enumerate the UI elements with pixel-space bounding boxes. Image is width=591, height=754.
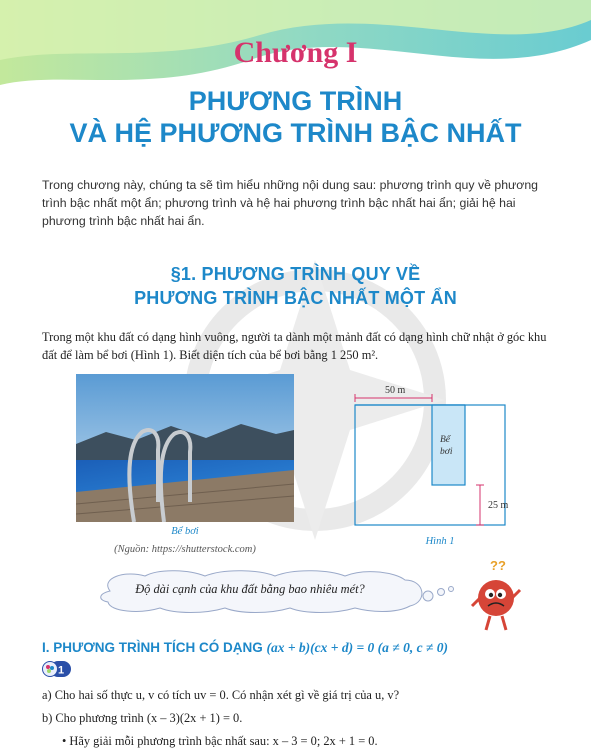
photo-caption: Bể bơi (171, 526, 199, 537)
figure-label-pool-2: bơi (440, 447, 453, 457)
figure-label-50m: 50 m (385, 385, 406, 396)
section-title-line2: PHƯƠNG TRÌNH BẬC NHẤT MỘT ẨN (134, 288, 457, 308)
pool-photo (76, 374, 294, 522)
section-title-line1: §1. PHƯƠNG TRÌNH QUY VỀ (170, 264, 421, 284)
figure-label-pool-1: Bể (440, 435, 451, 445)
figure-label-25m: 25 m (488, 500, 509, 511)
chapter-title-line2: VÀ HỆ PHƯƠNG TRÌNH BẬC NHẤT (69, 118, 522, 148)
section-paragraph: Trong một khu đất có dạng hình vuông, người ta dành một mảnh đất có dạng hình chữ nhật ở góc khu đất để làm bể bơi (Hình 1). Biết diện tích của bể bơi bằng 1 250 m². (42, 330, 547, 362)
activity-number: 1 (57, 664, 65, 677)
question-cloud-text: Độ dài cạnh của khu đất bằng bao nhiêu mét? (135, 582, 365, 596)
part1-heading-math: (ax + b)(cx + d) = 0 (a ≠ 0, c ≠ 0) (266, 640, 448, 655)
question-c-bullet: • Hãy giải mỗi phương trình bậc nhất sau: x – 3 = 0; 2x + 1 = 0. (62, 734, 378, 748)
question-b: b) Cho phương trình (x – 3)(2x + 1) = 0. (42, 711, 243, 725)
question-a: a) Cho hai số thực u, v có tích uv = 0. Có nhận xét gì về giá trị của u, v? (42, 688, 400, 702)
chapter-label: Chương I (233, 36, 358, 69)
activity-badge (42, 660, 72, 678)
chapter-intro: Trong chương này, chúng ta sẽ tìm hiểu những nội dung sau: phương trình quy về phương trình bậc nhất một ẩn; phương trình và hệ hai phương trình bậc nhất hai ẩn; giải hệ hai phương trình bậc nhất hai ẩn. (42, 178, 539, 228)
chapter-title-line1: PHƯƠNG TRÌNH (188, 86, 403, 116)
figure-caption: Hình 1 (425, 536, 455, 547)
photo-source: (Nguồn: https://shutterstock.com) (114, 544, 256, 555)
mascot-question-marks: ?? (490, 558, 506, 573)
part1-heading (42, 640, 562, 656)
part1-heading-text: I. PHƯƠNG TRÌNH TÍCH CÓ DẠNG (42, 640, 263, 655)
figure-land-diagram (340, 380, 530, 530)
mascot-character (468, 556, 526, 634)
